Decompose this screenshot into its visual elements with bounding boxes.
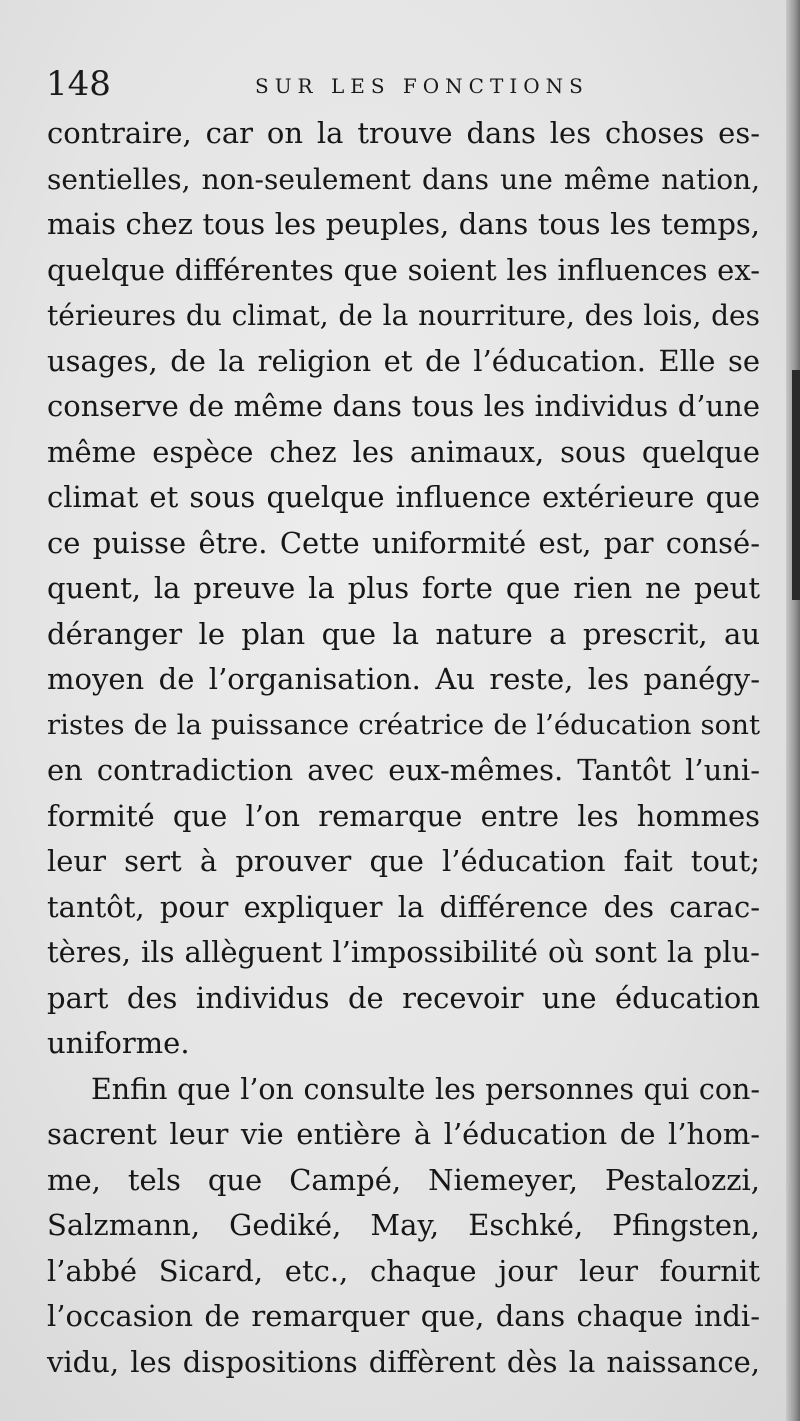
text-line: climat et sous quelque influence extérieure que (47, 480, 760, 514)
text-line: même espèce chez les animaux, sous quelque (47, 434, 760, 469)
text-line: sentielles, non-seulement dans une même nation, (47, 162, 760, 196)
page-header (40, 64, 760, 104)
text-line: l’abbé Sicard, etc., chaque jour leur fournit (47, 1253, 760, 1288)
text-line: moyen de l’organisation. Au reste, les panégy- (47, 662, 760, 696)
text-line: mais chez tous les peuples, dans tous les temps, (47, 207, 760, 241)
paragraph-first-line: Enfin que l’on consulte les personnes qui con- (91, 1072, 760, 1106)
text-line: térieures du climat, de la nourriture, des lois, des (47, 299, 760, 332)
text-line: Salzmann, Gediké, May, Eschké, Pfingsten, (47, 1208, 760, 1242)
text-line: ristes de la puissance créatrice de l’éducation sont (47, 708, 760, 741)
text-line: tères, ils allèguent l’impossibilité où sont la plu- (47, 935, 760, 969)
text-line: vidu, les dispositions diffèrent dès la naissance, (47, 1344, 760, 1379)
text-line: déranger le plan que la nature a prescrit, au (47, 616, 760, 651)
text-line: conserve de même dans tous les individus d’une (47, 389, 760, 423)
paragraph-last-line: uniforme. (47, 1026, 190, 1060)
text-line: tantôt, pour expliquer la différence des carac- (47, 889, 760, 924)
text-line: en contradiction avec eux-mêmes. Tantôt l’uni- (47, 753, 760, 787)
text-line: quelque différentes que soient les influences ex- (47, 252, 760, 287)
text-line: quent, la preuve la plus forte que rien ne peut (47, 571, 760, 605)
text-line: contraire, car on la trouve dans les choses es- (47, 116, 760, 150)
page-spine-shadow (786, 0, 800, 1421)
text-line: ce puisse être. Cette uniformité est, par consé- (47, 525, 760, 560)
text-line: usages, de la religion et de l’éducation. Elle se (47, 343, 760, 378)
text-line: formité que l’on remarque entre les hommes (47, 798, 760, 833)
body-text (47, 111, 760, 1385)
page-edge-mark (792, 370, 800, 600)
text-line: leur sert à prouver que l’éducation fait tout; (47, 844, 760, 878)
running-head: SUR LES FONCTIONS (255, 74, 589, 98)
text-line: l’occasion de remarquer que, dans chaque indi- (47, 1299, 760, 1333)
text-line: sacrent leur vie entière à l’éducation de l’hom- (47, 1117, 760, 1151)
page-number: 148 (46, 64, 111, 104)
text-line: me, tels que Campé, Niemeyer, Pestalozzi, (47, 1162, 760, 1197)
text-line: part des individus de recevoir une éducation (47, 980, 760, 1015)
